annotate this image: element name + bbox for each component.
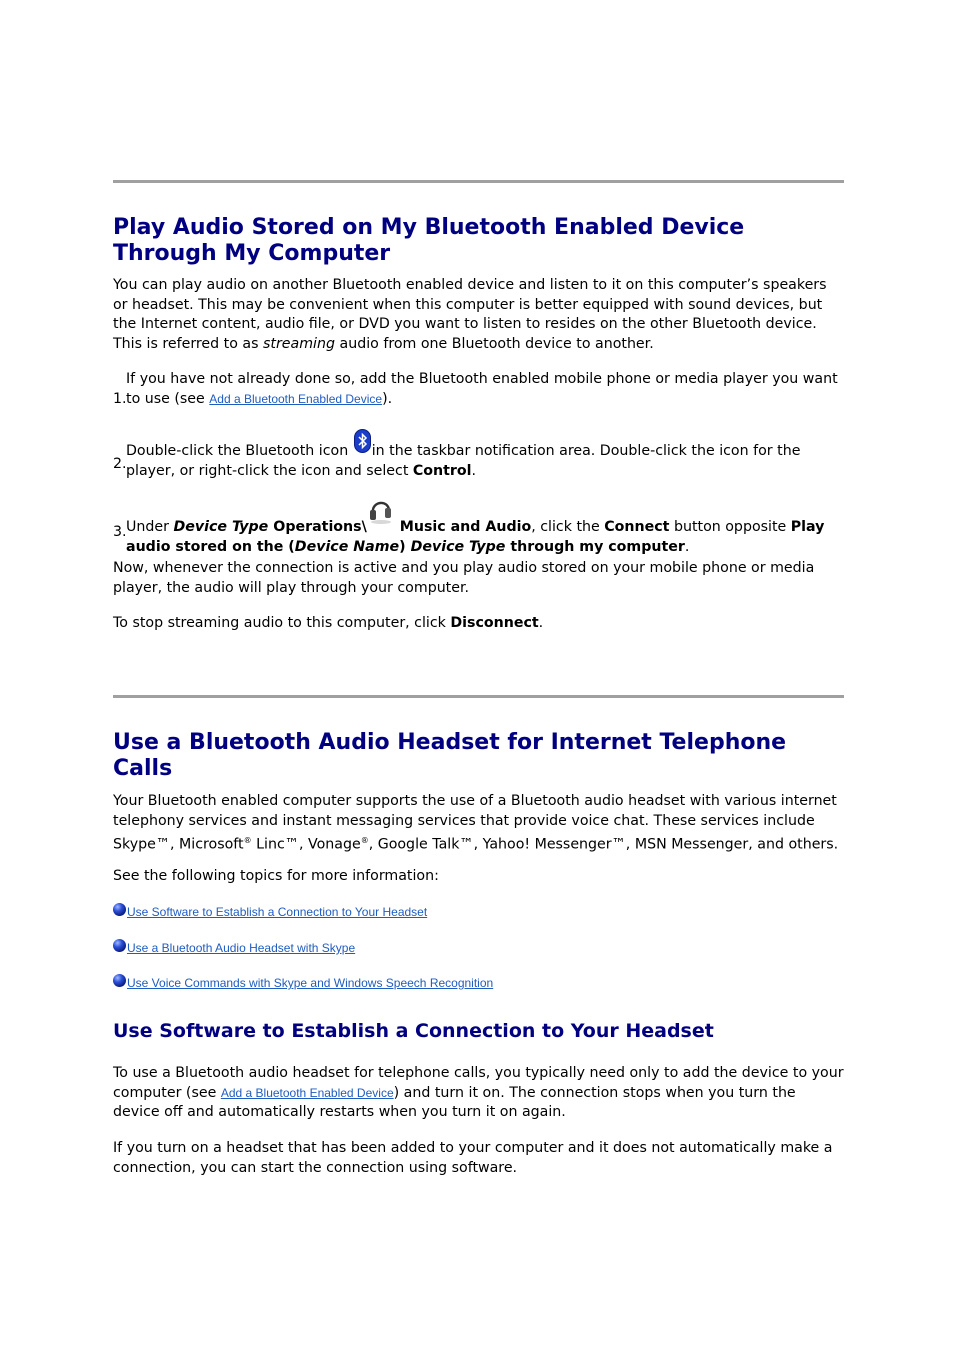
blue-bullet-icon xyxy=(113,974,126,987)
see-topics-paragraph: See the following topics for more information: xyxy=(113,868,439,884)
headset-icon xyxy=(367,495,395,525)
horizontal-rule xyxy=(113,695,844,698)
bluetooth-icon xyxy=(354,429,371,453)
topic-link[interactable]: Use a Bluetooth Audio Headset with Skype xyxy=(127,941,356,955)
software-connection-paragraph: To use a Bluetooth audio headset for telephone calls, you typically need only to add the device to your computer (see Add a Bluetooth Enabled Device) and turn it on. The connection stops when you turn the device off and automatically restarts when you turn it on again. xyxy=(113,1065,844,1121)
intro-paragraph: You can play audio on another Bluetooth enabled device and listen to it on this computer’s speakers or headset. This may be convenient when this computer is better equipped with sound devices, but the Internet content, audio file, or DVD you want to listen to resides on the other Bluetooth device. This is referred to as streaming audio from one Bluetooth device to another. xyxy=(113,277,827,352)
manual-connection-paragraph: If you turn on a headset that has been added to your computer and it does not automatically make a connection, you can start the connection using software. xyxy=(113,1140,833,1176)
topic-link[interactable]: Use Software to Establish a Connection to Your Headset xyxy=(127,905,428,919)
topic-link-item xyxy=(113,937,355,955)
topic-link-item xyxy=(113,972,493,990)
stop-streaming-paragraph: To stop streaming audio to this computer, click Disconnect. xyxy=(113,615,544,631)
section-title-headset-calls: Use a Bluetooth Audio Headset for Internet Telephone Calls xyxy=(113,730,787,781)
topic-link-item xyxy=(113,901,427,919)
add-device-link[interactable]: Add a Bluetooth Enabled Device xyxy=(209,391,383,406)
section-title-play-audio: Play Audio Stored on My Bluetooth Enabled Device Through My Computer xyxy=(113,215,745,266)
blue-bullet-icon xyxy=(113,939,126,952)
after-steps-paragraph: Now, whenever the connection is active and you play audio stored on your mobile phone or media player, the audio will play through your computer. xyxy=(113,560,815,596)
subsection-title-software-connection: Use Software to Establish a Connection to Your Headset xyxy=(113,1020,714,1042)
headset-intro-paragraph: Your Bluetooth enabled computer supports the use of a Bluetooth audio headset with various internet telephony services and instant messaging services that provide voice chat. These services include Skype™, Microsoft® Linc™, Vonage®, Google Talk™, Yahoo! Messenger™, MSN Messenger, and others. xyxy=(113,793,839,853)
topic-link[interactable]: Use Voice Commands with Skype and Windows Speech Recognition xyxy=(127,976,494,990)
blue-bullet-icon xyxy=(113,903,126,916)
add-device-link[interactable]: Add a Bluetooth Enabled Device xyxy=(220,1085,394,1100)
horizontal-rule xyxy=(113,180,844,183)
